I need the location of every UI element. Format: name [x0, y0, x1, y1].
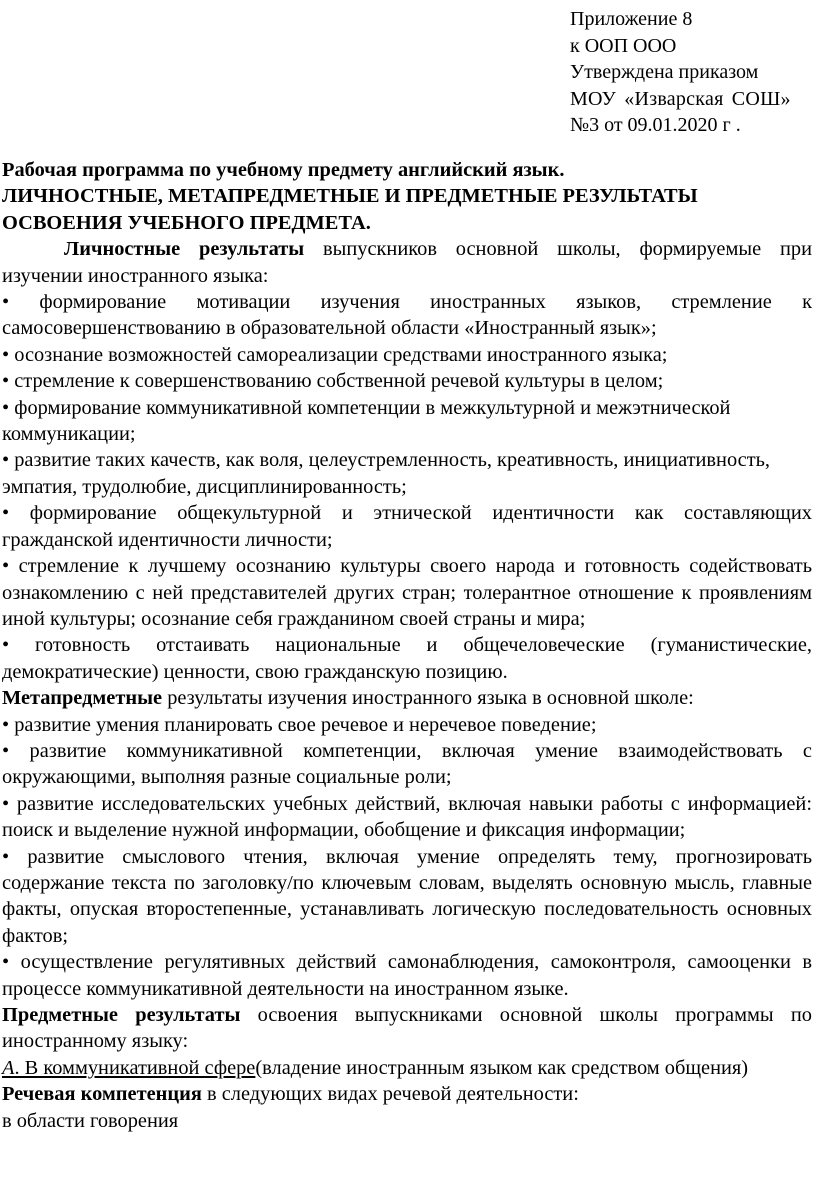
approval-statement: Утверждена приказом [570, 61, 759, 83]
subject-results-intro [2, 1002, 812, 1055]
sphere-letter: А [2, 1056, 15, 1079]
communicative-sphere [2, 1055, 812, 1081]
program-reference: к ООП ООО [570, 34, 677, 57]
speech-competence [2, 1081, 812, 1107]
meta-item: • осуществление регулятивных действий самонаблюдения, самоконтроля, самооценки в процессе коммуникативной деятельности на иностранном языке. [2, 951, 812, 1000]
personal-item: • готовность отстаивать национальные и общечеловеческие (гуманистические, демократические) ценности, свою гражданскую позицию. [2, 634, 812, 683]
personal-results-intro-text: выпускников основной школы, формируемые при изучении иностранного языка: [2, 238, 812, 287]
personal-item: • стремление к совершенствованию собственной речевой культуры в целом; [2, 370, 664, 393]
personal-item: • стремление к лучшему осознанию культуры своего народа и готовность содействовать ознакомлению с ней представителей других стран; толерантное отношение к проявлениям иной культуры; осознание себя гражданином своей страны и мира; [2, 555, 812, 630]
speaking-area: в области говорения [2, 1109, 179, 1132]
personal-item: • развитие таких качеств, как воля, целеустремленность, креативность, инициативность, эмпатия, трудолюбие, дисциплинированность; [2, 449, 771, 498]
results-title: ЛИЧНОСТНЫЕ, МЕТАПРЕДМЕТНЫЕ И ПРЕДМЕТНЫЕ РЕЗУЛЬТАТЫ ОСВОЕНИЯ УЧЕБНОГО ПРЕДМЕТА. [2, 185, 698, 234]
approval-block [570, 6, 791, 139]
subject-results-intro-text: освоения выпускниками основной школы программы по иностранному языку: [2, 1004, 812, 1053]
meta-results-intro-text: результаты изучения иностранного языка в основной школе: [162, 687, 694, 710]
meta-item: • развитие коммуникативной компетенции, включая умение взаимодействовать с окружающими, выполняя разные социальные роли; [2, 739, 812, 789]
sphere-note: (владение иностранным языком как средством общения) [255, 1056, 749, 1079]
personal-item: • формирование общекультурной и этнической идентичности как составляющих гражданской идентичности личности; [2, 502, 812, 551]
personal-item: • формирование коммуникативной компетенции в межкультурной и межэтнической коммуникации; [2, 396, 731, 446]
subject-results-lead: Предметные результаты [2, 1004, 241, 1026]
personal-results-lead: Личностные результаты [64, 238, 305, 261]
appendix-number: Приложение 8 [570, 8, 693, 30]
sphere-title: . В коммуникативной сфере [14, 1056, 256, 1079]
program-title: Рабочая программа по учебному предмету английский язык. [2, 159, 565, 181]
personal-item: • формирование мотивации изучения иностранных языков, стремление к самосовершенствованию в образовательной области «Иностранный язык»; [2, 291, 812, 340]
meta-item: • развитие умения планировать свое речевое и неречевое поведение; [2, 713, 597, 736]
speech-competence-lead: Речевая компетенция [2, 1083, 202, 1106]
document-body [2, 157, 812, 1134]
speech-competence-intro: в следующих видах речевой деятельности: [201, 1083, 579, 1106]
meta-item: • развитие смыслового чтения, включая умение определять тему, прогнозировать содержание текста по заголовку/по ключевым словам, выделять основную мысль, главные факты, опуская второстепенные, устанавливать логическую последовательность основных фактов; [2, 845, 812, 947]
personal-results-intro [2, 236, 812, 289]
meta-results-intro [2, 685, 812, 711]
school-name: МОУ «Изварская СОШ» [570, 87, 791, 110]
meta-results-lead: Метапредметные [2, 687, 163, 710]
meta-item: • развитие исследовательских учебных действий, включая навыки работы с информацией: поиск и выделение нужной информации, обобщение и фиксация информации; [2, 792, 812, 842]
order-number-date: №3 от 09.01.2020 г . [570, 114, 741, 136]
personal-item: • осознание возможностей самореализации средствами иностранного языка; [2, 343, 668, 366]
